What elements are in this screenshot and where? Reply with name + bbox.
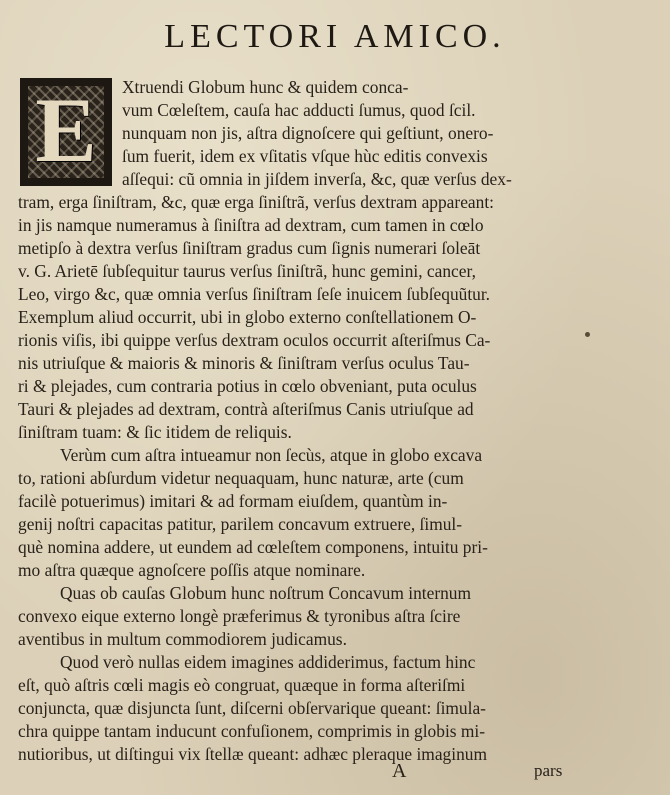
text-line: nis utriuſque & maioris & minoris & ſiniſtram verſus oculus Tau- <box>18 353 470 373</box>
text-line: ſum fuerit, idem ex vſitatis vſque hùc editis convexis <box>122 146 488 166</box>
initial-letter: E <box>35 79 97 181</box>
text-line: genij noſtri capacitas patitur, parilem concavum extruere, ſimul- <box>18 514 463 534</box>
text-line: Quod verò nullas eidem imagines addiderimus, factum hinc <box>60 652 476 672</box>
text-line: metipſo à dextra verſus ſiniſtram gradus cum ſignis numerari ſoleāt <box>18 238 481 258</box>
ink-spot <box>585 332 590 337</box>
text-line: aſſequi: cũ omnia in jiſdem inverſa, &c, quæ verſus dex- <box>122 169 512 189</box>
text-line: què nomina addere, ut eundem ad cœleſtem componens, intuitu pri- <box>18 537 488 557</box>
text-line: ſiniſtram tuam: & ſic itidem de reliquis. <box>18 422 292 442</box>
text-line: aventibus in multum commodiorem judicamus. <box>18 629 347 649</box>
text-line: Verùm cum aſtra intueamur non ſecùs, atque in globo excava <box>60 445 483 465</box>
text-line: eſt, quò aſtris cœli magis eò congruat, quæque in forma aſteriſmi <box>18 675 466 695</box>
text-line: ri & plejades, cum contraria potius in cœlo obveniant, puta oculus <box>18 376 477 396</box>
text-line: mo aſtra quæque agnoſcere poſſis atque nominare. <box>18 560 366 580</box>
text-line: Exemplum aliud occurrit, ubi in globo externo conſtellationem O- <box>18 307 477 327</box>
text-line: Tauri & plejades ad dextram, contrà aſteriſmus Canis utriuſque ad <box>18 399 474 419</box>
text-line: v. G. Arietē ſubſequitur taurus verſus ſiniſtrã, hunc gemini, cancer, <box>18 261 476 281</box>
text-line: conjuncta, quæ disjuncta ſunt, diſcerni obſervarique queant: ſimula- <box>18 698 486 718</box>
text-line: rionis viſis, ibi quippe verſus dextram oculos occurrit aſteriſmus Ca- <box>18 330 491 350</box>
catchword: pars <box>534 761 563 780</box>
text-line: facilè potuerimus) imitari & ad formam eiuſdem, quantùm in- <box>18 491 448 511</box>
text-line: tram, erga ſiniſtram, &c, quæ erga ſiniſtrã, verſus dextram appareant: <box>18 192 494 212</box>
text-line: nutioribus, ut diſtingui vix ſtellæ queant: adhæc pleraque imaginum <box>18 744 487 764</box>
text-line: Leo, virgo &c, quæ omnia verſus ſiniſtram ſeſe inuicem ſubſequũtur. <box>18 284 491 304</box>
text-line: to, rationi abſurdum videtur nequaquam, hunc naturæ, arte (cum <box>18 468 464 488</box>
text-line: convexo eique externo longè præferimus & tyronibus aſtra ſcire <box>18 606 461 626</box>
text-line: in jis namque numeramus à ſiniſtra ad dextram, cum tamen in cœlo <box>18 215 484 235</box>
text-line: Quas ob cauſas Globum hunc noſtrum Concavum internum <box>60 583 472 603</box>
text-line: Xtruendi Globum hunc & quidem conca- <box>122 77 409 97</box>
text-line: nunquam non jis, aſtra dignoſcere qui geſtiunt, onero- <box>122 123 494 143</box>
page-title: LECTORI AMICO. <box>164 18 506 55</box>
text-line: vum Cœleſtem, cauſa hac adducti ſumus, quod ſcil. <box>122 100 476 120</box>
signature-mark: A <box>392 760 407 782</box>
text-line: chra quippe tantam inducunt confuſionem, comprimis in globis mi- <box>18 721 486 741</box>
